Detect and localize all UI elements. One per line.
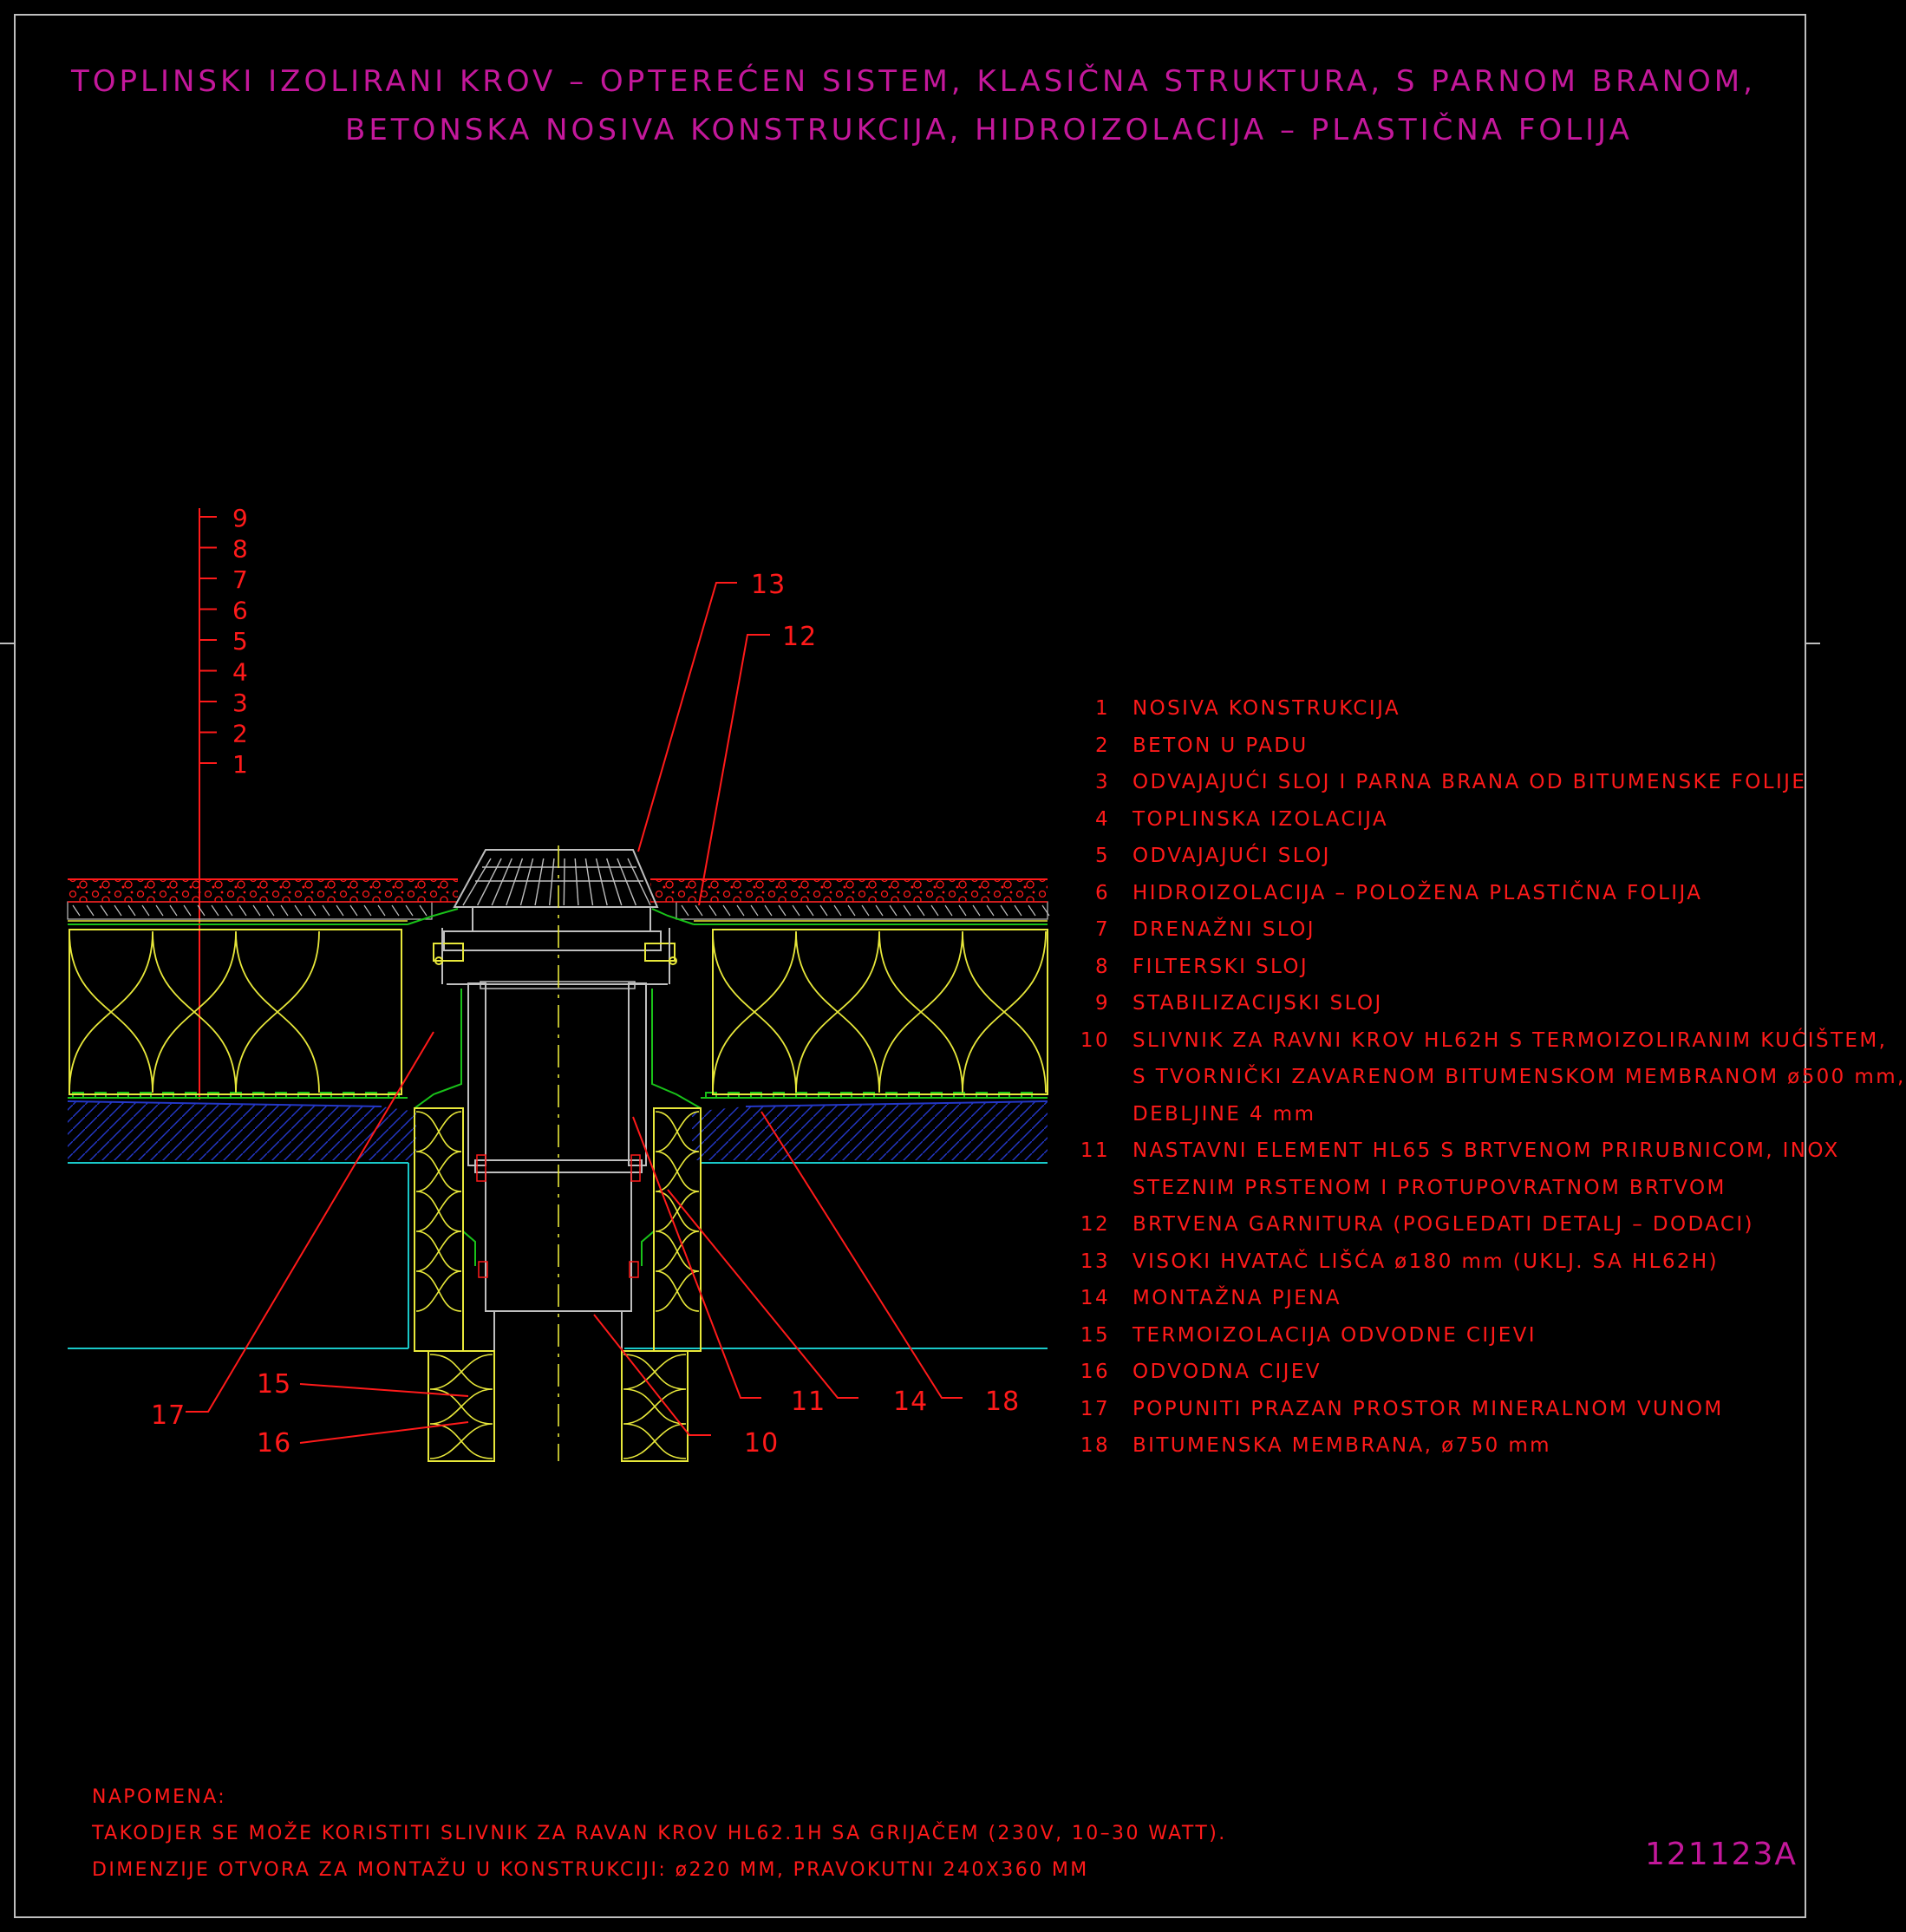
legend-number: 4 — [1094, 807, 1110, 831]
legend-number: 14 — [1080, 1287, 1110, 1309]
legend-description — [1133, 838, 1804, 875]
legend-description — [1133, 764, 1806, 801]
legend-item-3 — [1067, 764, 1807, 801]
callout-11: 11 — [791, 1387, 826, 1417]
legend-number: 15 — [1080, 1323, 1110, 1347]
legend-number: 17 — [1080, 1397, 1110, 1420]
pipe-insulation — [414, 1108, 701, 1461]
layer-scale-label-7: 7 — [232, 565, 248, 594]
layer-scale-label-4: 4 — [232, 657, 248, 687]
callout-16: 16 — [257, 1428, 292, 1459]
legend-item-2 — [1067, 728, 1804, 765]
legend-number: 12 — [1080, 1213, 1110, 1236]
legend-description — [1133, 949, 1804, 986]
legend-item-8 — [1067, 949, 1804, 986]
slope-concrete — [68, 1101, 1048, 1160]
legend-item-6 — [1067, 875, 1804, 912]
note-line-2: DIMENZIJE OTVORA ZA MONTAŽU U KONSTRUKCIJI: ø220 MM, PRAVOKUTNI 240X360 MM — [92, 1859, 1089, 1881]
legend-line: NOSIVA KONSTRUKCIJA — [1133, 697, 1400, 720]
legend-item-7 — [1067, 911, 1804, 949]
legend-line: POPUNITI PRAZAN PROSTOR MINERALNOM VUNOM — [1133, 1397, 1724, 1420]
legend-description — [1133, 690, 1804, 728]
legend-description — [1133, 985, 1804, 1022]
legend-line: TOPLINSKA IZOLACIJA — [1133, 807, 1389, 831]
legend-item-16 — [1067, 1354, 1804, 1391]
legend-item-17 — [1067, 1391, 1804, 1428]
layer-scale-label-5: 5 — [232, 627, 248, 656]
legend-item-11 — [1067, 1132, 1840, 1206]
legend-item-13 — [1067, 1243, 1804, 1281]
layer-scale-label-3: 3 — [232, 689, 248, 717]
legend-number: 16 — [1080, 1361, 1110, 1383]
legend-number: 7 — [1094, 918, 1110, 941]
legend-description — [1133, 1022, 1906, 1133]
callout-14: 14 — [893, 1387, 929, 1417]
legend-number: 6 — [1094, 881, 1110, 904]
legend-line: DEBLJINE 4 mm — [1133, 1102, 1316, 1126]
legend-line: TERMOIZOLACIJA ODVODNE CIJEVI — [1133, 1323, 1537, 1347]
legend-line: STABILIZACIJSKI SLOJ — [1133, 992, 1383, 1015]
legend-description — [1133, 1354, 1804, 1391]
callout-12: 12 — [782, 622, 818, 652]
legend-number: 8 — [1094, 955, 1110, 978]
layer-scale-label-1: 1 — [232, 750, 248, 779]
legend-description — [1133, 1132, 1840, 1206]
legend-line: ODVAJAJUĆI SLOJ — [1133, 845, 1331, 867]
legend-line: SLIVNIK ZA RAVNI KROV HL62H S TERMOIZOLIRANIM KUĆIŠTEM, — [1133, 1028, 1888, 1052]
legend-description — [1133, 1391, 1804, 1428]
layer-scale-label-6: 6 — [232, 596, 248, 625]
legend-line: MONTAŽNA PJENA — [1133, 1287, 1341, 1309]
legend-description — [1133, 1206, 1804, 1243]
legend-number: 18 — [1080, 1434, 1110, 1457]
callout-13: 13 — [751, 570, 787, 600]
callout-17: 17 — [151, 1400, 186, 1431]
legend-item-18 — [1067, 1427, 1804, 1465]
legend-list — [1067, 690, 1906, 1465]
legend-description — [1133, 1427, 1804, 1465]
legend-item-5 — [1067, 838, 1804, 875]
legend-number: 2 — [1094, 734, 1110, 757]
legend-item-10 — [1067, 1022, 1906, 1133]
legend-number: 9 — [1094, 992, 1110, 1015]
legend-item-9 — [1067, 985, 1804, 1022]
legend-description — [1133, 1243, 1804, 1281]
layer-scale-label-8: 8 — [232, 534, 248, 564]
legend-item-1 — [1067, 690, 1804, 728]
callout-10: 10 — [744, 1428, 780, 1459]
legend-line: BETON U PADU — [1133, 734, 1309, 757]
legend-line: ODVODNA CIJEV — [1133, 1361, 1322, 1383]
callout-15: 15 — [257, 1369, 292, 1400]
legend-item-4 — [1067, 801, 1804, 839]
legend-line: STEZNIM PRSTENOM I PROTUPOVRATNOM BRTVOM — [1133, 1176, 1726, 1199]
layer-scale-label-9: 9 — [232, 504, 248, 532]
legend-line: HIDROIZOLACIJA – POLOŽENA PLASTIČNA FOLIJA — [1133, 881, 1703, 904]
legend-line: FILTERSKI SLOJ — [1133, 955, 1309, 978]
legend-number: 13 — [1080, 1250, 1110, 1273]
legend-item-12 — [1067, 1206, 1804, 1243]
drawing-number: 121123A — [1645, 1837, 1798, 1872]
legend-description — [1133, 1317, 1804, 1354]
legend-description — [1133, 728, 1804, 765]
legend-description — [1133, 1280, 1804, 1317]
callout-18: 18 — [985, 1387, 1021, 1417]
note-heading: NAPOMENA: — [92, 1786, 227, 1808]
legend-number: 11 — [1080, 1139, 1110, 1162]
legend-number: 5 — [1094, 845, 1110, 867]
legend-line: BRTVENA GARNITURA (POGLEDATI DETALJ – DODACI) — [1133, 1213, 1754, 1236]
legend-description — [1133, 875, 1804, 912]
drawing-title-line-1: TOPLINSKI IZOLIRANI KROV – OPTEREĆEN SISTEM, KLASIČNA STRUKTURA, S PARNOM BRANOM, — [71, 64, 1756, 99]
legend-number: 3 — [1094, 771, 1110, 793]
legend-line: VISOKI HVATAČ LIŠĆA ø180 mm (UKLJ. SA HL62H) — [1133, 1250, 1719, 1273]
legend-line: BITUMENSKA MEMBRANA, ø750 mm — [1133, 1434, 1551, 1457]
legend-number: 10 — [1080, 1028, 1110, 1052]
legend-description — [1133, 801, 1804, 839]
legend-line: S TVORNIČKI ZAVARENOM BITUMENSKOM MEMBRANOM ø500 mm, — [1133, 1066, 1906, 1088]
legend-item-15 — [1067, 1317, 1804, 1354]
legend-description — [1133, 911, 1804, 949]
legend-line: DRENAŽNI SLOJ — [1133, 918, 1315, 941]
legend-number: 1 — [1094, 697, 1110, 720]
layer-scale-label-2: 2 — [232, 719, 248, 748]
legend-line: NASTAVNI ELEMENT HL65 S BRTVENOM PRIRUBNICOM, INOX — [1133, 1139, 1840, 1162]
drawing-title-line-2: BETONSKA NOSIVA KONSTRUKCIJA, HIDROIZOLACIJA – PLASTIČNA FOLIJA — [345, 113, 1633, 147]
legend-item-14 — [1067, 1280, 1804, 1317]
note-line-1: TAKODJER SE MOŽE KORISTITI SLIVNIK ZA RAVAN KROV HL62.1H SA GRIJAČEM (230V, 10–30 WATT). — [92, 1823, 1227, 1844]
legend-line: ODVAJAJUĆI SLOJ I PARNA BRANA OD BITUMENSKE FOLIJE — [1133, 771, 1807, 793]
